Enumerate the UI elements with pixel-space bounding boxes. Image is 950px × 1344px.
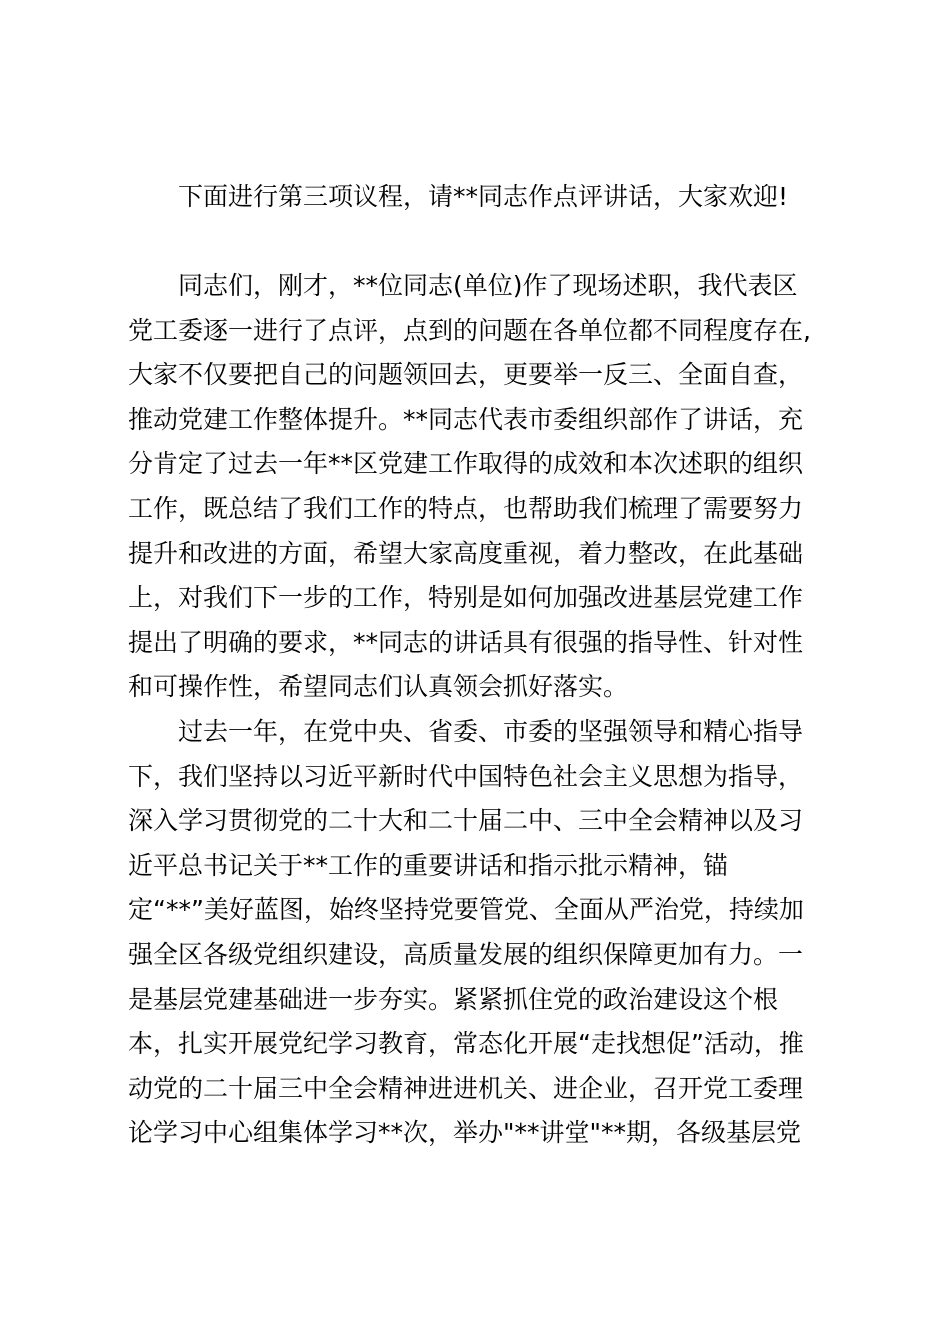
paragraph-line: 深入学习贯彻党的二十大和二十届二中、三中全会精神以及习 (128, 806, 804, 835)
paragraph-line: 同志们，刚才，**位同志(单位)作了现场述职，我代表区 (178, 271, 798, 300)
paragraph-line: 提升和改进的方面，希望大家高度重视，着力整改，在此基础 (128, 539, 804, 568)
paragraph-line: 定“**”美好蓝图，始终坚持党要管党、全面从严治党，持续加 (128, 895, 804, 924)
paragraph-line: 下，我们坚持以习近平新时代中国特色社会主义思想为指导， (128, 762, 804, 791)
paragraph-line: 提出了明确的要求，**同志的讲话具有很强的指导性、针对性 (128, 628, 804, 657)
paragraph-line: 大家不仅要把自己的问题领回去，更要举一反三、全面自查， (128, 360, 804, 389)
paragraph-line: 强全区各级党组织建设，高质量发展的组织保障更加有力。一 (128, 940, 804, 969)
paragraph-line: 党工委逐一进行了点评，点到的问题在各单位都不同程度存在, (128, 316, 811, 345)
paragraph-line: 过去一年，在党中央、省委、市委的坚强领导和精心指导 (178, 717, 804, 746)
paragraph-line: 本，扎实开展党纪学习教育，常态化开展“走找想促”活动，推 (128, 1029, 804, 1058)
agenda-line: 下面进行第三项议程，请**同志作点评讲话，大家欢迎! (178, 182, 789, 211)
paragraph-line: 上，对我们下一步的工作，特别是如何加强改进基层党建工作 (128, 583, 804, 612)
paragraph-line: 近平总书记关于**工作的重要讲话和指示批示精神，锚 (128, 851, 729, 880)
paragraph-line: 动党的二十届三中全会精神进进机关、进企业，召开党工委理 (128, 1074, 804, 1103)
paragraph-line: 和可操作性，希望同志们认真领会抓好落实。 (128, 672, 629, 701)
paragraph-line: 是基层党建基础进一步夯实。紧紧抓住党的政治建设这个根 (128, 985, 779, 1014)
paragraph-line: 工作，既总结了我们工作的特点，也帮助我们梳理了需要努力 (128, 494, 804, 523)
paragraph-line: 论学习中心组集体学习**次，举办"**讲堂"**期，各级基层党 (128, 1118, 802, 1147)
paragraph-line: 推动党建工作整体提升。**同志代表市委组织部作了讲话，充 (128, 405, 804, 434)
paragraph-line: 分肯定了过去一年**区党建工作取得的成效和本次述职的组织 (128, 449, 804, 478)
